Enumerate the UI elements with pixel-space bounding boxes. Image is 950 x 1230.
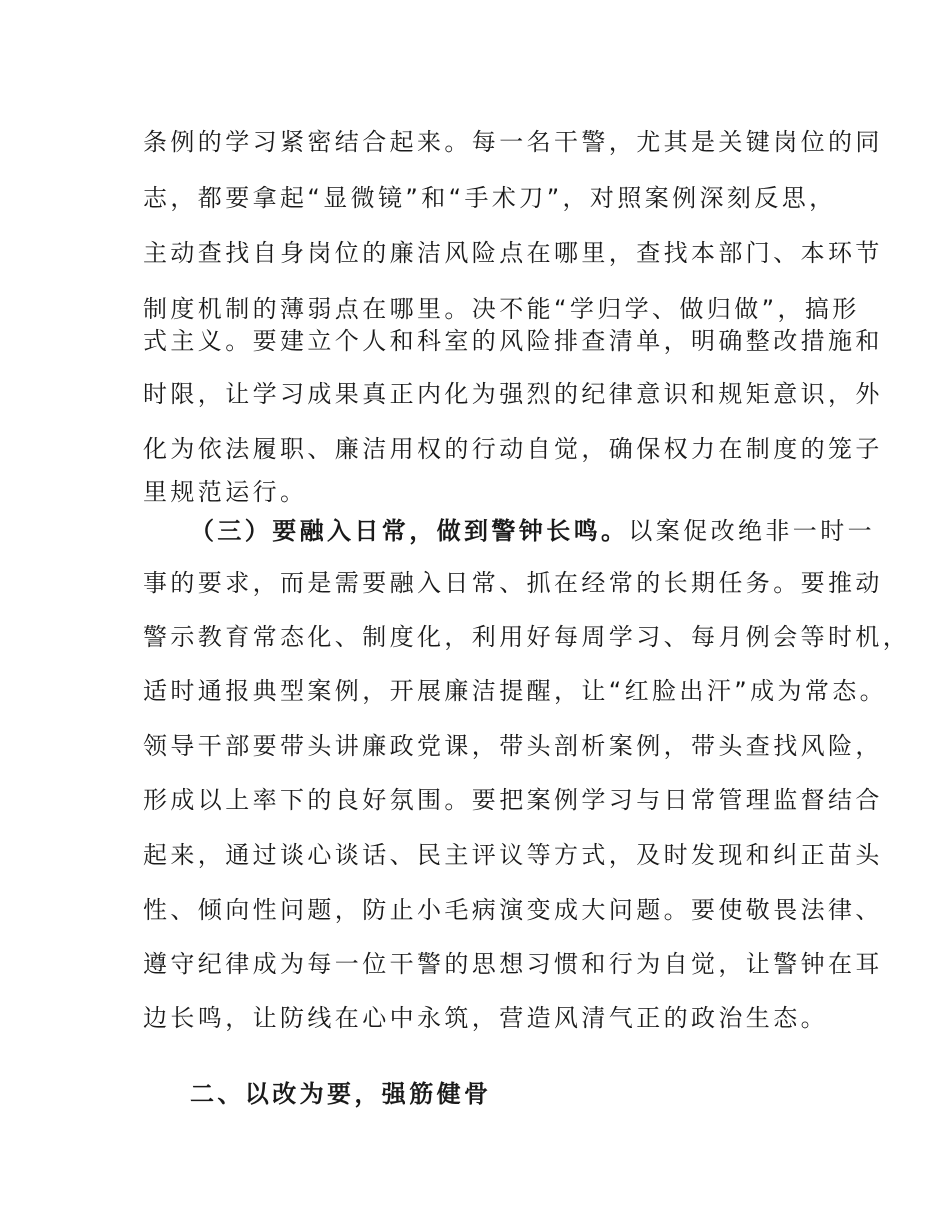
text-line: 志，都要拿起“显微镜”和“手术刀”，对照案例深刻反思， bbox=[143, 184, 837, 212]
text-line: 事的要求，而是需要融入日常、抓在经常的长期任务。要推动 bbox=[143, 569, 883, 597]
text-line: 性、倾向性问题，防止小毛病演变成大问题。要使敬畏法律、 bbox=[143, 896, 883, 924]
section-three-first-line bbox=[190, 516, 875, 546]
text-line: 形成以上率下的良好氛围。要把案例学习与日常管理监督结合 bbox=[143, 786, 883, 814]
text-line: 警示教育常态化、制度化，利用好每周学习、每月例会等时机， bbox=[143, 623, 911, 651]
text-line: 里规范运行。 bbox=[143, 478, 308, 506]
text-line: 领导干部要带头讲廉政党课，带头剖析案例，带头查找风险， bbox=[143, 732, 883, 760]
text-line: 适时通报典型案例，开展廉洁提醒，让“红脸出汗”成为常态。 bbox=[143, 677, 888, 705]
text-line: 条例的学习紧密结合起来。每一名干警，尤其是关键岗位的同 bbox=[143, 128, 883, 156]
text-line: 时限，让学习成果真正内化为强烈的纪律意识和规矩意识，外 bbox=[143, 380, 883, 408]
text-line: 制度机制的薄弱点在哪里。决不能“学归学、做归做”，搞形 bbox=[143, 295, 860, 323]
section-two-heading: 二、以改为要，强筋健骨 bbox=[190, 1080, 492, 1108]
section-three-first-line-rest: 以案促改绝非一时一 bbox=[628, 517, 876, 545]
text-line: 起来，通过谈心谈话、民主评议等方式，及时发现和纠正苗头 bbox=[143, 841, 883, 869]
text-line: 主动查找自身岗位的廉洁风险点在哪里，查找本部门、本环节 bbox=[143, 239, 883, 267]
text-line: 边长鸣，让防线在心中永筑，营造风清气正的政治生态。 bbox=[143, 1004, 828, 1032]
text-line: 遵守纪律成为每一位干警的思想习惯和行为自觉，让警钟在耳 bbox=[143, 950, 883, 978]
text-line: 式主义。要建立个人和科室的风险排查清单，明确整改措施和 bbox=[143, 327, 883, 355]
section-three-heading: （三）要融入日常，做到警钟长鸣。 bbox=[190, 517, 629, 545]
text-line: 化为依法履职、廉洁用权的行动自觉，确保权力在制度的笼子 bbox=[143, 435, 883, 463]
